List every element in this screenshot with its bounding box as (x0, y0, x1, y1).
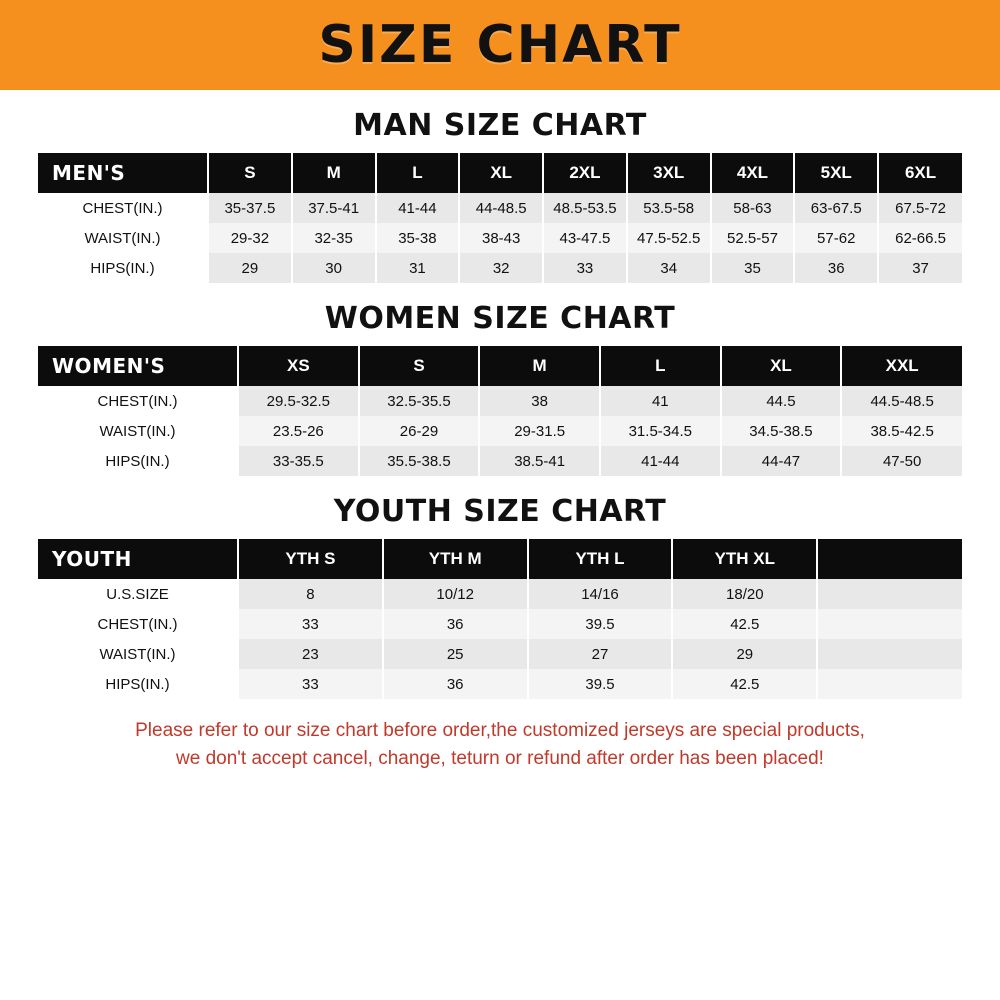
table-header-row (38, 153, 962, 193)
cell: 44-48.5 (459, 193, 543, 223)
cell-spacer (817, 609, 962, 639)
footer-note-line-2: we don't accept cancel, change, teturn or refund after order has been placed! (176, 747, 824, 769)
table-man-col-7: 5XL (794, 153, 878, 193)
cell: 33 (238, 609, 383, 639)
cell: 23.5-26 (238, 416, 359, 446)
cell: 58-63 (711, 193, 795, 223)
row-label-chest: CHEST(IN.) (38, 193, 208, 223)
cell: 31.5-34.5 (600, 416, 721, 446)
table-man-header-label: MEN'S (38, 153, 208, 193)
table-row (38, 639, 962, 669)
section-title-women: WOMEN SIZE CHART (324, 301, 676, 336)
header-banner (0, 0, 1000, 90)
table-man (38, 153, 962, 283)
cell: 14/16 (528, 579, 673, 609)
cell: 33-35.5 (238, 446, 359, 476)
table-row (38, 669, 962, 699)
content-area (0, 108, 1000, 772)
cell: 30 (292, 253, 376, 283)
cell: 41 (600, 386, 721, 416)
table-man-col-2: L (376, 153, 460, 193)
cell: 39.5 (528, 609, 673, 639)
table-women-header-label: WOMEN'S (38, 346, 238, 386)
table-man-head (38, 153, 962, 193)
table-header-row (38, 539, 962, 579)
table-youth-col-0: YTH S (238, 539, 383, 579)
cell: 34.5-38.5 (721, 416, 842, 446)
table-women-head (38, 346, 962, 386)
cell: 35.5-38.5 (359, 446, 480, 476)
cell: 48.5-53.5 (543, 193, 627, 223)
table-youth-col-spacer (817, 539, 962, 579)
cell: 31 (376, 253, 460, 283)
table-row (38, 446, 962, 476)
cell: 44.5-48.5 (841, 386, 962, 416)
cell: 35-38 (376, 223, 460, 253)
table-row (38, 416, 962, 446)
table-row (38, 193, 962, 223)
table-women-col-4: XL (721, 346, 842, 386)
cell-spacer (817, 579, 962, 609)
row-label-hips: HIPS(IN.) (38, 446, 238, 476)
cell: 38 (479, 386, 600, 416)
cell: 32 (459, 253, 543, 283)
section-youth (38, 494, 962, 699)
page-title: SIZE CHART (318, 15, 682, 75)
cell: 44-47 (721, 446, 842, 476)
table-youth (38, 539, 962, 699)
cell: 41-44 (376, 193, 460, 223)
footer-note-line-1: Please refer to our size chart before order,the customized jerseys are special products, (135, 720, 865, 741)
table-man-col-8: 6XL (878, 153, 962, 193)
row-label-waist: WAIST(IN.) (38, 223, 208, 253)
cell: 38-43 (459, 223, 543, 253)
table-row (38, 579, 962, 609)
section-title-youth: YOUTH SIZE CHART (333, 494, 667, 529)
cell: 35-37.5 (208, 193, 292, 223)
cell: 18/20 (672, 579, 817, 609)
table-man-col-1: M (292, 153, 376, 193)
cell: 53.5-58 (627, 193, 711, 223)
cell: 67.5-72 (878, 193, 962, 223)
cell: 29-32 (208, 223, 292, 253)
cell: 29 (208, 253, 292, 283)
cell: 27 (528, 639, 673, 669)
table-youth-head (38, 539, 962, 579)
cell: 38.5-41 (479, 446, 600, 476)
table-women-col-0: XS (238, 346, 359, 386)
table-youth-col-2: YTH L (528, 539, 673, 579)
table-women-col-5: XXL (841, 346, 962, 386)
cell: 47.5-52.5 (627, 223, 711, 253)
cell-spacer (817, 639, 962, 669)
cell: 26-29 (359, 416, 480, 446)
cell: 43-47.5 (543, 223, 627, 253)
cell: 34 (627, 253, 711, 283)
table-man-col-5: 3XL (627, 153, 711, 193)
cell: 39.5 (528, 669, 673, 699)
table-women-body (38, 386, 962, 476)
cell: 41-44 (600, 446, 721, 476)
cell: 35 (711, 253, 795, 283)
cell: 44.5 (721, 386, 842, 416)
cell: 52.5-57 (711, 223, 795, 253)
cell: 23 (238, 639, 383, 669)
table-women-col-3: L (600, 346, 721, 386)
table-man-col-4: 2XL (543, 153, 627, 193)
row-label-chest: CHEST(IN.) (38, 609, 238, 639)
table-row (38, 253, 962, 283)
cell: 29-31.5 (479, 416, 600, 446)
table-row (38, 223, 962, 253)
table-header-row (38, 346, 962, 386)
cell: 42.5 (672, 669, 817, 699)
table-man-col-6: 4XL (711, 153, 795, 193)
cell: 38.5-42.5 (841, 416, 962, 446)
cell-spacer (817, 669, 962, 699)
cell: 32.5-35.5 (359, 386, 480, 416)
table-row (38, 386, 962, 416)
row-label-waist: WAIST(IN.) (38, 639, 238, 669)
table-women-col-1: S (359, 346, 480, 386)
cell: 37 (878, 253, 962, 283)
table-man-col-0: S (208, 153, 292, 193)
cell: 32-35 (292, 223, 376, 253)
cell: 33 (543, 253, 627, 283)
table-youth-header-label: YOUTH (38, 539, 238, 579)
section-title-man: MAN SIZE CHART (353, 108, 647, 143)
cell: 42.5 (672, 609, 817, 639)
table-women (38, 346, 962, 476)
cell: 25 (383, 639, 528, 669)
row-label-hips: HIPS(IN.) (38, 669, 238, 699)
cell: 10/12 (383, 579, 528, 609)
footer-note (38, 717, 962, 772)
table-youth-col-1: YTH M (383, 539, 528, 579)
row-label-hips: HIPS(IN.) (38, 253, 208, 283)
section-man (38, 108, 962, 283)
table-man-col-3: XL (459, 153, 543, 193)
cell: 29.5-32.5 (238, 386, 359, 416)
cell: 63-67.5 (794, 193, 878, 223)
cell: 57-62 (794, 223, 878, 253)
cell: 47-50 (841, 446, 962, 476)
table-row (38, 609, 962, 639)
table-youth-col-3: YTH XL (672, 539, 817, 579)
row-label-us-size: U.S.SIZE (38, 579, 238, 609)
cell: 36 (383, 609, 528, 639)
cell: 37.5-41 (292, 193, 376, 223)
section-women (38, 301, 962, 476)
cell: 36 (383, 669, 528, 699)
cell: 33 (238, 669, 383, 699)
cell: 8 (238, 579, 383, 609)
table-man-body (38, 193, 962, 283)
table-youth-body (38, 579, 962, 699)
row-label-waist: WAIST(IN.) (38, 416, 238, 446)
row-label-chest: CHEST(IN.) (38, 386, 238, 416)
cell: 62-66.5 (878, 223, 962, 253)
cell: 29 (672, 639, 817, 669)
table-women-col-2: M (479, 346, 600, 386)
cell: 36 (794, 253, 878, 283)
